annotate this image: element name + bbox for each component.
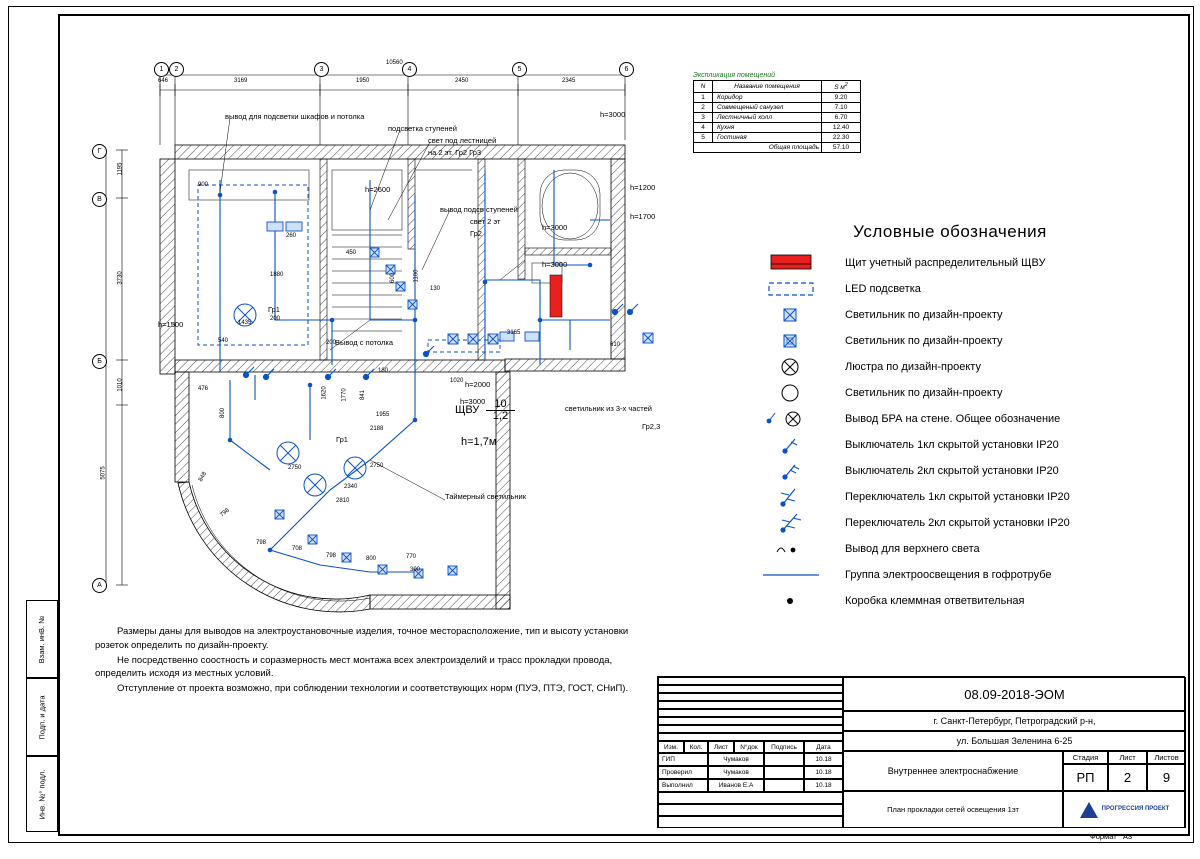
dim-540: 540 [218,338,229,344]
legend-label: Выключатель 2кл скрытой установки IP20 [845,465,1059,477]
side-stamp-label: Взам. инВ. № [37,615,47,663]
role-author: Выполнил [658,779,708,792]
dim-798b: 798 [256,540,267,546]
dim-1435: 1435 [238,320,252,326]
dim-2340: 2340 [344,484,358,490]
room-area: 7.10 [822,103,861,113]
height-2: h=1200 [630,183,656,192]
height-0: h=3000 [600,110,626,119]
legend-label: Вывод для верхнего света [845,543,980,555]
legend-row [735,328,1165,354]
dim-130: 130 [430,286,441,292]
dim-200a: 200 [270,316,281,322]
dim-1880: 1880 [270,272,284,278]
role-gip: ГИП [658,753,708,766]
room-area: 12.40 [822,123,861,133]
legend-label: Выключатель 1кл скрытой установки IP20 [845,439,1059,451]
title-block [657,676,1185,828]
callout-2: свет под лестницей [428,136,497,145]
legend-row [735,276,1165,302]
room-num: 5 [694,133,713,143]
table-header-row [694,81,861,93]
height-6: h=1500 [158,320,184,329]
callout-6: Гр2 [470,229,482,238]
room-num: 1 [694,93,713,103]
stage-value: РП [1063,764,1108,791]
changeover-2key-icon [735,510,845,536]
axis-dim-1: 3169 [234,78,248,84]
side-stamp-0 [26,600,58,678]
header-n: N [694,81,713,93]
room-name: Коридор [713,93,822,103]
role-gip-name: Чумаков [708,753,764,766]
header-name: Название помещения [713,81,822,93]
callout-1: подсветка ступеней [388,124,457,133]
legend-row [735,380,1165,406]
table-total-row [694,143,861,153]
dim-1020: 1020 [450,378,464,384]
legend-label: Светильник по дизайн-проекту [845,387,1003,399]
role-blank-2 [658,804,843,816]
panel-symbol [550,275,562,317]
height-5: h=3000 [542,260,568,269]
role-blank-3 [658,816,843,828]
legend-label: Переключатель 2кл скрытой установки IP20 [845,517,1070,529]
junction-box-icon [735,588,845,614]
height-3: h=1700 [630,212,656,221]
company-name: ПРОГРЕССИЯ ПРОЕКТ [1101,806,1170,813]
table-row [694,93,861,103]
height-1: h=2600 [365,185,391,194]
sheet-header: Лист [1108,751,1147,764]
legend-row [735,354,1165,380]
axis-bubble-a: А [92,578,107,593]
switch-2key-icon [735,458,845,484]
axis-bubble-1: 1 [154,62,169,77]
legend-label: Светильник по дизайн-проекту [845,335,1003,347]
side-stamp-label: Подп. и дата [37,694,47,740]
room-name: Кухня [713,123,822,133]
led-strip-icon [735,276,845,302]
dim-1955: 1955 [376,412,390,418]
dim-300: 300 [410,567,421,573]
axis-bubble-6: 6 [619,62,634,77]
logo-triangle-icon [1080,802,1098,818]
legend-label: LED подсветка [845,283,921,295]
room-name: Лестничный холл [713,113,822,123]
role-author-date: 10.18 [804,779,843,792]
sheets-value: 9 [1147,764,1186,791]
legend-row [735,536,1165,562]
sheets-header: Листов [1147,751,1186,764]
sheet-title: План прокладки сетей освещения 1эт [843,791,1063,828]
axis-left-dim-2: 1010 [117,378,124,392]
rev-blank-row [658,709,843,717]
axis-dim-3: 2450 [455,78,469,84]
axis-total-dim: 10560 [386,60,403,66]
callout-10: Гр1 [268,305,280,314]
height-8: h=3000 [460,397,486,406]
note-1: Не посредственно соостность и соразмерность мест монтажа всех электроизделий и трасс прокладки провода, определить исходя из местных условий. [95,654,613,680]
explication-caption: Экспликация помещений [693,72,775,79]
dim-1100: 1100 [413,269,420,283]
legend-row [735,250,1165,276]
legend-label: Вывод БРА на стене. Общее обозначение [845,413,1061,425]
legend-label: Коробка клеммная ответвительная [845,595,1025,607]
axis-bubble-4: 4 [402,62,417,77]
axis-left-dim-0: 1195 [117,162,124,176]
rev-blank-row [658,701,843,709]
dim-848: 848 [197,471,209,483]
callout-4: вывод подсв ступеней [440,205,518,214]
side-stamp-label: Инв. №° подл. [37,769,47,819]
header-area: S $м^2$ [822,81,861,93]
shchv-height: h=1,7м [461,436,497,448]
rev-blank-row [658,693,843,701]
legend-label: Щит учетный распределительный ЩВУ [845,257,1046,269]
section-title: Внутреннее электроснабжение [843,751,1063,791]
legend-row [735,510,1165,536]
legend-row [735,406,1165,432]
explication-table [693,72,863,153]
sheet-value: 2 [1108,764,1147,791]
shchv-denominator: 1,2 [492,410,509,422]
rev-blank-row [658,677,843,685]
dim-1770: 1770 [341,388,348,402]
dim-1620: 1620 [321,386,328,400]
room-name: Гостиная [713,133,822,143]
legend-row [735,484,1165,510]
lamp-circle-icon [735,380,845,406]
format-value: А3 [1122,832,1133,841]
axis-bubble-5: 5 [512,62,527,77]
axis-dim-0: 646 [158,78,169,84]
floor-plan [70,20,710,620]
dim-180: 180 [378,368,389,374]
dim-610: 610 [610,342,621,348]
axis-bubble-3: 3 [314,62,329,77]
table-row [694,103,861,113]
legend-label: Группа электроосвещения в гофротрубе [845,569,1052,581]
legend-row [735,458,1165,484]
rev-blank-row [658,725,843,733]
role-gip-date: 10.18 [804,753,843,766]
dim-2750: 2750 [288,465,302,471]
note-0: Размеры даны для выводов на электроустановочные изделия, точное месторасположение, тип и высоту установки розеток определить по дизайн-проекту. [95,626,629,651]
legend-label: Люстра по дизайн-проекту [845,361,981,373]
callout-3: на 2 эт. Гр2 Гр3 [428,148,482,157]
height-7: h=2000 [465,380,491,389]
room-area: 22.30 [822,133,861,143]
role-author-name: Иванов Е.А [708,779,764,792]
lamp-square-icon [735,302,845,328]
callout-8: светильник из 3-х частей [565,404,652,413]
axis-dim-2: 1950 [356,78,370,84]
chandelier-icon [735,354,845,380]
room-area: 9.20 [822,93,861,103]
side-stamp-2 [26,756,58,832]
legend [735,222,1165,614]
shchv-numerator: 10 [486,398,514,411]
legend-label: Светильник по дизайн-проекту [845,309,1003,321]
callout-9: Гр2,3 [642,422,661,431]
note-2: Отступление от проекта возможно, при соблюдении технологии и соответствующих норм (ПУЭ, ПТЭ, ГОСТ, СНиП). [117,683,629,695]
dim-476: 476 [198,386,209,392]
role-blank-1 [658,792,843,804]
address-line-2: ул. Большая Зеленина 6-25 [843,731,1186,751]
room-name: Совмещеный санузел [713,103,822,113]
legend-row [735,588,1165,614]
height-4: h=3000 [542,223,568,232]
legend-row [735,302,1165,328]
legend-row [735,562,1165,588]
dim-800b: 800 [366,556,377,562]
format-label [1090,832,1194,859]
explication-grid [693,80,861,153]
total-label: Общая площадь [694,143,822,153]
rev-header-kol: Кол. [684,741,708,753]
room-area: 6.70 [822,113,861,123]
dim-2188: 2188 [370,426,384,432]
axis-bubble-g: Г [92,144,107,159]
dim-798c: 798 [326,553,337,559]
role-checked: Проверил [658,766,708,779]
rev-header-izm: Изм. [658,741,684,753]
stage-header: Стадия [1063,751,1108,764]
axis-left-dim-1: 3730 [117,271,124,285]
rev-blank-row [658,685,843,693]
axis-left-dim-3: 5075 [100,466,107,480]
rev-header-date: Дата [804,741,843,753]
legend-label: Переключатель 1кл скрытой установки IP20 [845,491,1070,503]
callout-11: Гр1 [336,435,348,444]
format-caption: Формат [1090,832,1117,841]
rev-blank-row [658,717,843,725]
object-code: 08.09-2018-ЭОМ [843,677,1186,711]
dim-798a: 798 [219,507,231,519]
company-block [1063,791,1186,828]
changeover-1key-icon [735,484,845,510]
role-checked-sign [764,766,804,779]
total-value: 57.10 [822,143,861,153]
dim-260: 260 [286,233,297,239]
role-author-sign [764,779,804,792]
dim-450: 450 [346,250,357,256]
role-checked-name: Чумаков [708,766,764,779]
dim-600: 600 [390,272,397,284]
switch-1key-icon [735,432,845,458]
dim-841: 841 [360,389,367,401]
table-row [694,123,861,133]
rev-header-list: Лист [708,741,734,753]
callout-0: вывод для подсветки шкафов и потолка [225,112,365,121]
dim-708: 708 [292,546,303,552]
panel-icon [735,250,845,276]
axis-bubble-b: Б [92,354,107,369]
axis-bubble-v: В [92,192,107,207]
legend-row [735,432,1165,458]
dim-770: 770 [406,554,417,560]
dim-200b: 200 [326,340,337,346]
callout-7: Вывод с потолка [335,338,394,347]
dim-900: 900 [198,182,209,188]
ceiling-outlet-icon [735,536,845,562]
axis-bubble-2: 2 [169,62,184,77]
wall-sconce-icon [735,406,845,432]
company-logo [1080,802,1170,818]
rev-blank-row [658,733,843,741]
dim-2810: 2810 [336,498,350,504]
shchv-fraction [486,398,514,422]
dim-2750b: 2750 [370,463,384,469]
shchv-annotation [455,398,515,448]
table-row [694,113,861,123]
rev-header-sign: Подпись [764,741,804,753]
room-num: 3 [694,113,713,123]
dim-800: 800 [220,407,227,419]
role-checked-date: 10.18 [804,766,843,779]
axis-dim-4: 2345 [562,78,576,84]
side-stamp-1 [26,678,58,756]
address-line-1: г. Санкт-Петербург, Петроградский р-н, [843,711,1186,731]
callout-12: Таймерный светильник [445,492,527,501]
room-num: 2 [694,103,713,113]
rev-header-doc: N°док [734,741,764,753]
shchv-label: ЩВУ [455,403,480,416]
table-row [694,133,861,143]
lamp-square-alt-icon [735,328,845,354]
callout-5: свет 2 эт [470,217,501,226]
legend-title: Условные обозначения [853,222,1047,241]
group-line-icon [735,562,845,588]
general-notes [95,625,655,697]
room-num: 4 [694,123,713,133]
dim-3165: 3165 [507,330,521,336]
role-gip-sign [764,753,804,766]
